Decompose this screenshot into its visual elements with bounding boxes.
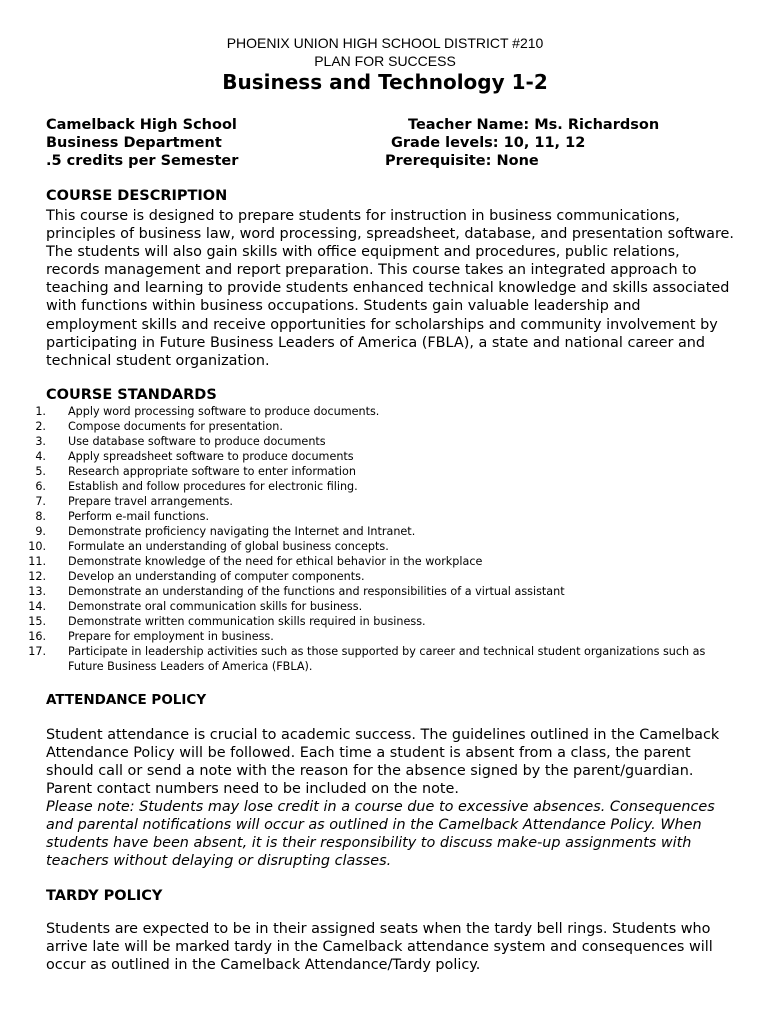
course-description-heading: COURSE DESCRIPTION	[46, 188, 228, 204]
course-standards-list	[20, 404, 720, 674]
standard-number: 10.	[28, 540, 46, 553]
standard-number: 6.	[35, 480, 46, 493]
standard-number: 9.	[35, 525, 46, 538]
standard-text: Demonstrate oral communication skills for business.	[68, 600, 363, 613]
standard-text: Participate in leadership activities such as those supported by career and technical student organizations such as Future Business Leaders of America (FBLA).	[68, 645, 706, 673]
standard-item	[20, 629, 720, 644]
standard-text: Establish and follow procedures for electronic filing.	[68, 480, 358, 493]
standard-item	[20, 584, 720, 599]
standard-number: 3.	[35, 435, 46, 448]
standard-item	[20, 449, 720, 464]
standard-item	[20, 404, 720, 419]
standard-text: Demonstrate an understanding of the functions and responsibilities of a virtual assistant	[68, 585, 565, 598]
standard-item	[20, 434, 720, 449]
standard-item	[20, 494, 720, 509]
standard-text: Prepare travel arrangements.	[68, 495, 233, 508]
prerequisite: Prerequisite: None	[385, 153, 539, 169]
standard-text: Research appropriate software to enter information	[68, 465, 356, 478]
standard-number: 12.	[28, 570, 46, 583]
tardy-text: Students are expected to be in their assigned seats when the tardy bell rings. Students who arrive late will be marked tardy in the Camelback attendance system and consequences will occur as outlined in the Camelback Attendance/Tardy policy.	[46, 921, 713, 974]
teacher-name: Teacher Name: Ms. Richardson	[408, 117, 660, 133]
standard-item	[20, 509, 720, 524]
standard-item	[20, 479, 720, 494]
standard-number: 5.	[35, 465, 46, 478]
standard-text: Demonstrate written communication skills required in business.	[68, 615, 426, 628]
course-standards-heading: COURSE STANDARDS	[46, 387, 217, 403]
standard-text: Demonstrate knowledge of the need for ethical behavior in the workplace	[68, 555, 483, 568]
standard-text: Perform e-mail functions.	[68, 510, 210, 523]
attendance-text: Student attendance is crucial to academic success. The guidelines outlined in the Camelback Attendance Policy will be followed. Each time a student is absent from a class, the parent should call or send a note with the reason for the absence signed by the parent/guardian. Parent contact numbers need to be included on the note.	[46, 727, 720, 798]
course-description-text: This course is designed to prepare students for instruction in business communications, principles of business law, word processing, spreadsheet, database, and presentation software. The students will also gain skills with office equipment and procedures, public relations, records management and report preparation. This course takes an integrated approach to teaching and learning to provide students enhanced technical knowledge and skills associated with functions within business occupations. Students gain valuable leadership and employment skills and receive opportunities for scholarships and community involvement by participating in Future Business Leaders of America (FBLA), a state and national career and technical student organization.	[46, 208, 734, 369]
standard-text: Use database software to produce documents	[68, 435, 326, 448]
attendance-heading: ATTENDANCE POLICY	[46, 692, 207, 708]
standard-number: 15.	[28, 615, 46, 628]
standard-number: 8.	[35, 510, 46, 523]
standard-number: 13.	[28, 585, 46, 598]
credits-info: .5 credits per Semester	[46, 153, 239, 169]
standard-item	[20, 524, 720, 539]
district-name: PHOENIX UNION HIGH SCHOOL DISTRICT #210	[226, 35, 544, 51]
attendance-note: Please note: Students may lose credit in a course due to excessive absences. Consequences and parental notifications will occur as outlined in the Camelback Attendance Policy. When students have been absent, it is their responsibility to discuss make-up assignments with teachers without delaying or disrupting classes.	[46, 799, 715, 870]
standard-item	[20, 569, 720, 584]
standard-text: Apply spreadsheet software to produce documents	[68, 450, 354, 463]
school-name: Camelback High School	[46, 117, 237, 133]
standard-number: 1.	[35, 405, 46, 418]
standard-number: 16.	[28, 630, 46, 643]
grade-levels: Grade levels: 10, 11, 12	[391, 135, 586, 151]
standard-text: Prepare for employment in business.	[68, 630, 274, 643]
page-title: Business and Technology 1-2	[222, 70, 548, 94]
standard-number: 17.	[28, 645, 46, 658]
standard-item	[20, 419, 720, 434]
standard-number: 11.	[28, 555, 46, 568]
department-name: Business Department	[46, 135, 222, 151]
tardy-heading: TARDY POLICY	[46, 888, 163, 904]
standard-number: 14.	[28, 600, 46, 613]
standard-text: Apply word processing software to produce documents.	[68, 405, 380, 418]
standard-item	[20, 464, 720, 479]
plan-subtitle: PLAN FOR SUCCESS	[314, 53, 456, 69]
standard-item	[20, 539, 720, 554]
standard-item	[20, 644, 720, 674]
standard-text: Demonstrate proficiency navigating the Internet and Intranet.	[68, 525, 416, 538]
standard-number: 2.	[35, 420, 46, 433]
standard-text: Compose documents for presentation.	[68, 420, 283, 433]
standard-number: 4.	[35, 450, 46, 463]
standard-item	[20, 599, 720, 614]
standard-text: Develop an understanding of computer components.	[68, 570, 365, 583]
standard-item	[20, 554, 720, 569]
standard-text: Formulate an understanding of global business concepts.	[68, 540, 389, 553]
standard-number: 7.	[35, 495, 46, 508]
standard-item	[20, 614, 720, 629]
